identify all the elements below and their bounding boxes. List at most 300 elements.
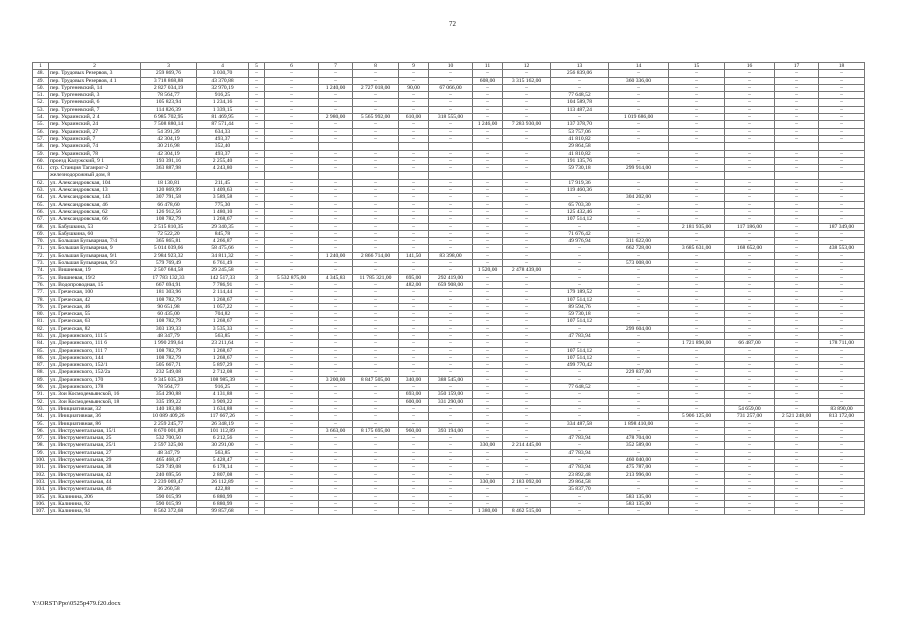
value-cell: – [725, 332, 775, 339]
value-cell: – [399, 223, 429, 230]
value-cell: 142 517,33 [197, 274, 249, 281]
value-cell: – [429, 135, 473, 142]
value-cell: – [609, 340, 669, 347]
table-row [33, 187, 865, 194]
value-cell: – [669, 165, 725, 172]
address-cell: ул. Дзержинского, 178 [49, 384, 141, 391]
value-cell: – [473, 405, 503, 412]
value-cell: – [399, 201, 429, 208]
value-cell: 71 676,42 [551, 230, 609, 237]
value-cell: – [399, 260, 429, 267]
value-cell: 960,00 [399, 427, 429, 434]
value-cell: – [353, 493, 399, 500]
row-number-cell: 88. [33, 369, 49, 376]
value-cell: – [669, 405, 725, 412]
value-cell: – [551, 223, 609, 230]
value-cell: – [473, 99, 503, 106]
value-cell: 59 730,18 [551, 311, 609, 318]
value-cell: – [429, 77, 473, 84]
address-cell: ул. Греческая, 100 [49, 289, 141, 296]
column-number-cell: 11 [473, 63, 503, 70]
value-cell: – [399, 478, 429, 485]
value-cell: – [609, 347, 669, 354]
value-cell: – [503, 311, 551, 318]
table-row [33, 508, 865, 515]
value-cell: – [249, 347, 265, 354]
value-cell: 2 980,00 [319, 114, 353, 121]
value-cell: 89 594,76 [551, 303, 609, 310]
value-cell: – [819, 201, 865, 208]
table-row [33, 442, 865, 449]
table-row [33, 84, 865, 91]
value-cell: – [503, 274, 551, 281]
column-number-cell: 7 [319, 63, 353, 70]
value-cell: – [249, 208, 265, 215]
value-cell: – [669, 376, 725, 383]
value-cell: – [265, 84, 319, 91]
value-cell: – [609, 267, 669, 274]
value-cell: – [775, 208, 819, 215]
value-cell: – [249, 486, 265, 493]
value-cell: – [399, 208, 429, 215]
value-cell: 35 837,70 [551, 486, 609, 493]
table-row [33, 332, 865, 339]
value-cell: – [819, 332, 865, 339]
value-cell: 1 246,00 [473, 121, 503, 128]
value-cell: – [669, 332, 725, 339]
value-cell: 3 685 631,00 [669, 245, 725, 252]
value-cell: – [725, 354, 775, 361]
value-cell: – [725, 267, 775, 274]
value-cell: – [819, 325, 865, 332]
value-cell: – [249, 216, 265, 223]
value-cell: – [669, 260, 725, 267]
value-cell: – [551, 391, 609, 398]
address-cell: пер. Украинский, 7 [49, 135, 141, 142]
value-cell: – [249, 252, 265, 259]
value-cell: 3 200,00 [319, 376, 353, 383]
value-cell: – [319, 201, 353, 208]
value-cell: – [353, 478, 399, 485]
value-cell: – [353, 194, 399, 201]
value-cell: – [503, 260, 551, 267]
value-cell: – [503, 369, 551, 376]
value-cell: 54 659,00 [725, 405, 775, 412]
value-cell: – [429, 486, 473, 493]
value-cell: 181 303,96 [141, 289, 197, 296]
value-cell: 120 869,99 [141, 187, 197, 194]
value-cell: – [319, 347, 353, 354]
value-cell: 2 712,08 [197, 369, 249, 376]
value-cell: – [503, 376, 551, 383]
value-cell: – [249, 362, 265, 369]
table-row [33, 413, 865, 420]
table-row [33, 289, 865, 296]
table-row [33, 311, 865, 318]
value-cell [319, 172, 353, 179]
row-number-cell: 91. [33, 391, 49, 398]
value-cell: – [429, 92, 473, 99]
value-cell: 141,50 [399, 252, 429, 259]
value-cell: – [669, 478, 725, 485]
value-cell: – [353, 508, 399, 515]
value-cell: – [725, 325, 775, 332]
value-cell: – [503, 391, 551, 398]
value-cell: – [249, 70, 265, 77]
value-cell: 5 906 125,00 [669, 413, 725, 420]
value-cell: 6 212,56 [197, 435, 249, 442]
value-cell: – [669, 354, 725, 361]
value-cell: – [775, 311, 819, 318]
value-cell: – [353, 157, 399, 164]
value-cell: – [775, 449, 819, 456]
value-cell: – [319, 238, 353, 245]
value-cell: – [551, 369, 609, 376]
value-cell: 2 183 092,00 [503, 478, 551, 485]
value-cell: 662 728,00 [609, 245, 669, 252]
row-number-cell: 92. [33, 398, 49, 405]
value-cell: 1 990 299,64 [141, 340, 197, 347]
row-number-cell: 78. [33, 296, 49, 303]
table-row [33, 128, 865, 135]
value-cell: – [669, 135, 725, 142]
value-cell: – [249, 179, 265, 186]
value-cell [725, 172, 775, 179]
footer-path: Y:\ORST\Ppo\0525p479.f20.docx [32, 600, 121, 607]
value-cell: – [551, 77, 609, 84]
value-cell: 58 475,66 [197, 245, 249, 252]
value-cell: – [503, 70, 551, 77]
value-cell: – [725, 70, 775, 77]
value-cell: 2 984 923,32 [141, 252, 197, 259]
value-cell: – [249, 135, 265, 142]
value-cell: – [265, 106, 319, 113]
value-cell: – [399, 128, 429, 135]
table-row [33, 486, 865, 493]
value-cell: – [725, 106, 775, 113]
value-cell: – [429, 165, 473, 172]
value-cell: – [669, 493, 725, 500]
value-cell: – [473, 252, 503, 259]
value-cell: – [399, 99, 429, 106]
value-cell: – [429, 464, 473, 471]
value-cell: – [265, 303, 319, 310]
row-number-cell: 82. [33, 325, 49, 332]
row-number-cell: 90. [33, 384, 49, 391]
table-row [33, 216, 865, 223]
value-cell: 119 460,36 [551, 187, 609, 194]
value-cell: 78 564,77 [141, 384, 197, 391]
value-cell: 478 704,00 [609, 435, 669, 442]
value-cell: – [775, 281, 819, 288]
value-cell: 26 348,19 [197, 420, 249, 427]
value-cell: – [503, 340, 551, 347]
table-row [33, 267, 865, 274]
value-cell: – [819, 508, 865, 515]
value-cell: – [249, 493, 265, 500]
value-cell: 17 783 132,33 [141, 274, 197, 281]
table-header [33, 63, 865, 70]
value-cell: – [265, 296, 319, 303]
value-cell: – [399, 311, 429, 318]
value-cell: – [725, 391, 775, 398]
address-cell: пер. Украинский, 24 [49, 121, 141, 128]
value-cell: – [265, 157, 319, 164]
value-cell: – [319, 208, 353, 215]
row-number-cell: 96. [33, 427, 49, 434]
value-cell: – [249, 267, 265, 274]
value-cell: – [609, 427, 669, 434]
value-cell: 32 970,19 [197, 84, 249, 91]
value-cell: 83 890,00 [819, 405, 865, 412]
table-row [33, 157, 865, 164]
value-cell: – [429, 471, 473, 478]
value-cell: 1 019 686,00 [609, 114, 669, 121]
value-cell: – [429, 216, 473, 223]
value-cell: 41 810,82 [551, 135, 609, 142]
table-row [33, 165, 865, 172]
value-cell: – [609, 230, 669, 237]
row-number-cell: 77. [33, 289, 49, 296]
value-cell: – [775, 405, 819, 412]
value-cell: 30 216,98 [141, 143, 197, 150]
value-cell: – [353, 281, 399, 288]
row-number-cell: 54. [33, 114, 49, 121]
value-cell: – [819, 427, 865, 434]
value-cell: – [353, 77, 399, 84]
value-cell: 42 304,19 [141, 150, 197, 157]
value-cell: – [399, 121, 429, 128]
value-cell: 1 234,16 [197, 99, 249, 106]
value-cell: – [249, 449, 265, 456]
value-cell: – [473, 303, 503, 310]
value-cell: – [249, 391, 265, 398]
value-cell: – [429, 230, 473, 237]
value-cell: – [819, 179, 865, 186]
value-cell: – [775, 457, 819, 464]
value-cell: 330,00 [473, 478, 503, 485]
value-cell: 4 345,83 [319, 274, 353, 281]
value-cell: – [503, 92, 551, 99]
value-cell: – [819, 267, 865, 274]
value-cell: – [249, 420, 265, 427]
value-cell: – [725, 449, 775, 456]
value-cell: – [609, 208, 669, 215]
value-cell: – [669, 347, 725, 354]
value-cell: – [353, 471, 399, 478]
table-row [33, 398, 865, 405]
value-cell: – [429, 121, 473, 128]
column-number-cell: 10 [429, 63, 473, 70]
value-cell: – [353, 449, 399, 456]
value-cell: – [353, 311, 399, 318]
value-cell: – [609, 157, 669, 164]
value-cell: – [669, 150, 725, 157]
value-cell: – [725, 179, 775, 186]
value-cell: – [319, 457, 353, 464]
value-cell: – [669, 442, 725, 449]
value-cell: – [819, 281, 865, 288]
value-cell: – [775, 478, 819, 485]
value-cell: – [265, 471, 319, 478]
value-cell: – [353, 500, 399, 507]
value-cell: – [609, 128, 669, 135]
value-cell: – [725, 92, 775, 99]
value-cell: 72 522,20 [141, 230, 197, 237]
value-cell: – [669, 99, 725, 106]
value-cell: 693,00 [399, 391, 429, 398]
value-cell: 59 730,18 [551, 165, 609, 172]
value-cell: – [319, 281, 353, 288]
row-number-cell: 49. [33, 77, 49, 84]
value-cell: – [473, 281, 503, 288]
value-cell: – [725, 165, 775, 172]
row-number-cell: 89. [33, 376, 49, 383]
value-cell: – [429, 325, 473, 332]
value-cell: – [609, 92, 669, 99]
address-cell: пер. Трудовых Резервов, 4 1 [49, 77, 141, 84]
value-cell: 330,00 [473, 442, 503, 449]
value-cell: – [399, 70, 429, 77]
value-cell: – [503, 128, 551, 135]
value-cell: 1 339,15 [197, 106, 249, 113]
value-cell: – [669, 230, 725, 237]
value-cell: 529 749,08 [141, 464, 197, 471]
value-cell: – [319, 187, 353, 194]
value-cell: – [473, 325, 503, 332]
value-cell: – [473, 157, 503, 164]
value-cell: – [319, 435, 353, 442]
value-cell: 3 909,22 [197, 398, 249, 405]
value-cell: – [319, 121, 353, 128]
value-cell [429, 172, 473, 179]
value-cell: – [353, 354, 399, 361]
row-number-cell: 53. [33, 106, 49, 113]
value-cell: 438 553,00 [819, 245, 865, 252]
address-cell: пер. Украинский, 74 [49, 143, 141, 150]
value-cell: – [265, 179, 319, 186]
value-cell: 1 380,00 [473, 508, 503, 515]
value-cell: – [399, 296, 429, 303]
value-cell: – [473, 201, 503, 208]
value-cell: – [319, 106, 353, 113]
value-cell [429, 143, 473, 150]
value-cell [473, 172, 503, 179]
value-cell: – [473, 150, 503, 157]
value-cell: 704,82 [197, 311, 249, 318]
value-cell: 178 711,00 [819, 340, 865, 347]
row-number-cell: 101. [33, 464, 49, 471]
address-cell: ул. Греческая, 55 [49, 311, 141, 318]
value-cell: 8 562 372,68 [141, 508, 197, 515]
table-row [33, 143, 865, 150]
value-cell: – [265, 260, 319, 267]
value-cell: 311 622,00 [609, 238, 669, 245]
address-cell: ул. Инструментальная, 25 [49, 435, 141, 442]
value-cell: – [775, 260, 819, 267]
value-cell: – [503, 201, 551, 208]
address-cell: ул. Водопроводная, 15 [49, 281, 141, 288]
value-cell: 583 135,00 [609, 500, 669, 507]
value-cell: – [609, 384, 669, 391]
value-cell: – [819, 391, 865, 398]
value-cell: – [551, 281, 609, 288]
value-cell: – [725, 384, 775, 391]
value-cell [353, 143, 399, 150]
value-cell: – [725, 369, 775, 376]
value-cell: – [249, 150, 265, 157]
value-cell: – [775, 427, 819, 434]
value-cell: – [473, 238, 503, 245]
value-cell: – [473, 500, 503, 507]
value-cell: – [429, 420, 473, 427]
value-cell: – [265, 486, 319, 493]
value-cell: 29 340,35 [197, 223, 249, 230]
value-cell: – [429, 318, 473, 325]
value-cell: – [319, 464, 353, 471]
value-cell: – [725, 194, 775, 201]
value-cell: 1 240,00 [319, 84, 353, 91]
address-cell: ул. Инициативная, 86 [49, 420, 141, 427]
value-cell: – [319, 486, 353, 493]
value-cell: – [551, 376, 609, 383]
table-row [33, 121, 865, 128]
value-cell: – [473, 398, 503, 405]
value-cell: – [265, 114, 319, 121]
value-cell: – [609, 84, 669, 91]
value-cell: – [265, 70, 319, 77]
value-cell: – [669, 179, 725, 186]
value-cell: – [669, 471, 725, 478]
address-cell: ул. Греческая, 42 [49, 296, 141, 303]
value-cell: – [353, 260, 399, 267]
value-cell: 813 172,00 [819, 413, 865, 420]
value-cell: – [429, 384, 473, 391]
value-cell [473, 143, 503, 150]
page-number: 72 [449, 20, 456, 28]
value-cell: – [551, 405, 609, 412]
value-cell: 99 857,68 [197, 508, 249, 515]
value-cell: – [551, 508, 609, 515]
value-cell: – [819, 464, 865, 471]
value-cell: 107 514,12 [551, 347, 609, 354]
value-cell: 47 783,94 [551, 449, 609, 456]
value-cell: – [249, 427, 265, 434]
value-cell: – [725, 500, 775, 507]
value-cell: – [503, 245, 551, 252]
value-cell: – [249, 114, 265, 121]
value-cell: – [503, 413, 551, 420]
value-cell: – [669, 201, 725, 208]
address-cell: ул. Инструментальная, 38 [49, 464, 141, 471]
row-number-cell: 84. [33, 340, 49, 347]
value-cell: – [265, 201, 319, 208]
value-cell [669, 143, 725, 150]
value-cell: – [399, 289, 429, 296]
value-cell: – [319, 128, 353, 135]
row-number-cell: 71. [33, 245, 49, 252]
value-cell: 590 015,99 [141, 500, 197, 507]
value-cell: 187 349,00 [819, 223, 865, 230]
value-cell [249, 143, 265, 150]
address-cell: ул. Александровская, 62 [49, 208, 141, 215]
row-number-cell: 63. [33, 187, 49, 194]
value-cell: 259 869,76 [141, 70, 197, 77]
value-cell: – [473, 260, 503, 267]
value-cell: – [265, 442, 319, 449]
value-cell: – [473, 457, 503, 464]
value-cell: 350 159,00 [429, 391, 473, 398]
